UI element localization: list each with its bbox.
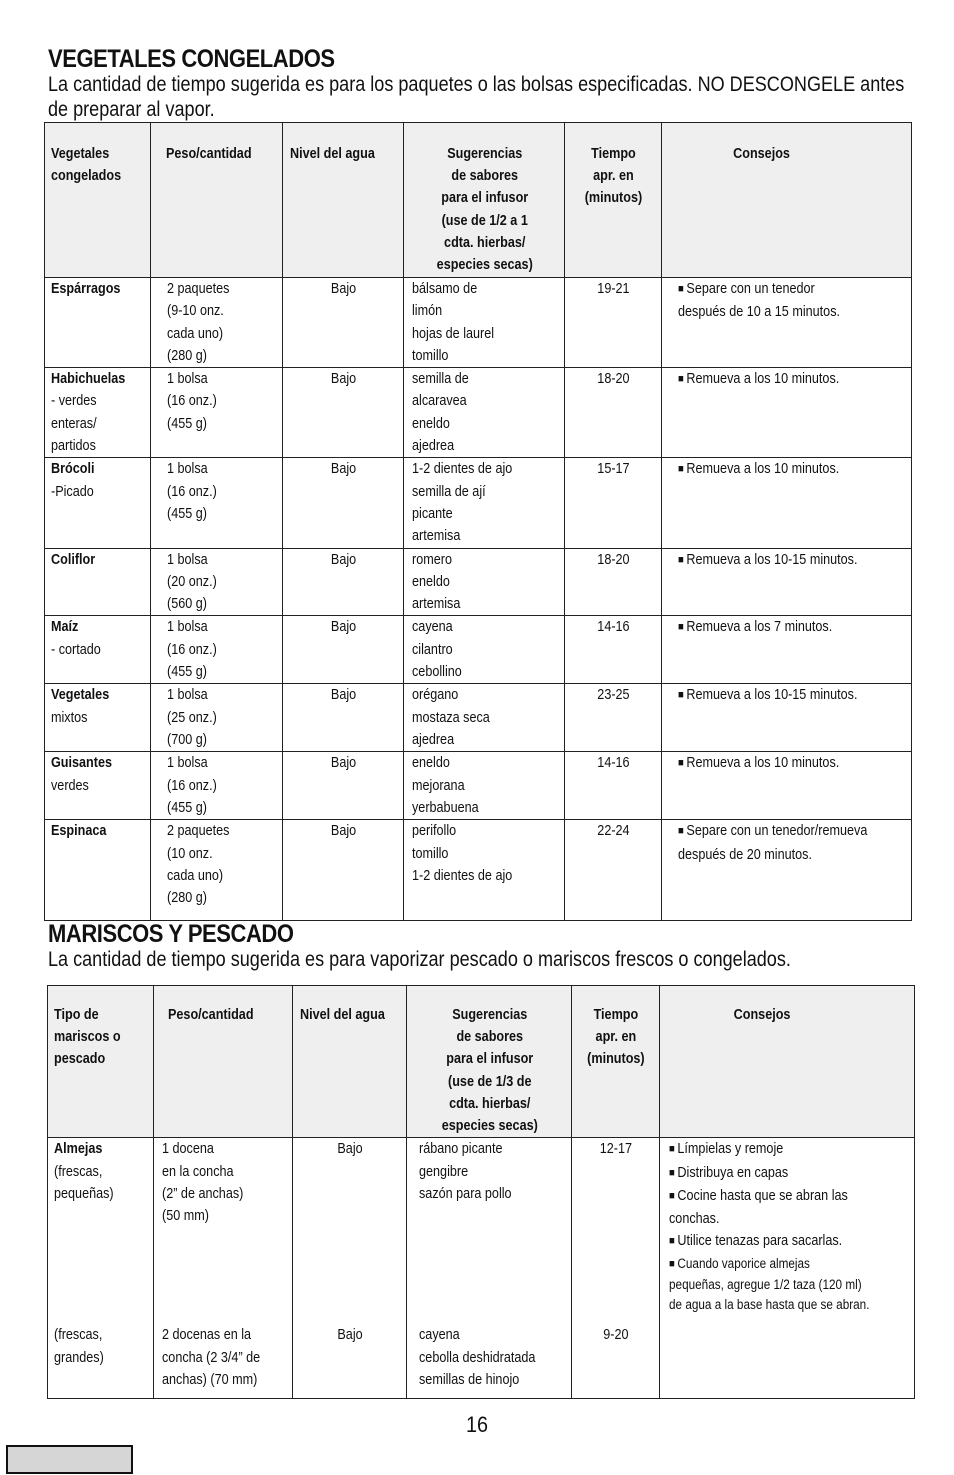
fish-header-flavors: Sugerencias de sabores para el infusor (use de 1/3 de cdta. hierbas/ especies secas) xyxy=(441,1007,538,1135)
table-row xyxy=(45,820,912,921)
fish-title: MARISCOS Y PESCADO xyxy=(48,920,294,948)
water-level-cell: Bajo xyxy=(330,619,357,636)
veg-section-header xyxy=(48,46,954,122)
tip-item: ■ Cocine hasta que se abran las conchas. xyxy=(669,1185,915,1231)
tip-small-clams: ■ Cuando vaporice almejas pequeñas, agregue 1/2 taza (120 ml) de agua a la base hasta que se abran. xyxy=(669,1254,915,1315)
weight-cell: 1 bolsa (25 onz.) (700 g) xyxy=(167,687,217,749)
veg-header-water: Nivel del agua xyxy=(290,146,375,162)
veg-title: VEGETALES CONGELADOS xyxy=(48,45,335,73)
time-cell: 14-16 xyxy=(597,619,630,636)
flavors-cell: romero eneldo artemisa xyxy=(412,551,461,613)
veg-header-time: Tiempo apr. en (minutos) xyxy=(584,146,643,207)
water-level-cell: Bajo xyxy=(330,371,357,388)
fish-header-tips: Consejos xyxy=(733,1007,791,1023)
tips-list xyxy=(669,1138,914,1253)
water-level-cell: Bajo xyxy=(330,281,357,297)
tip-item: ■ Remueva a los 10-15 minutos. xyxy=(678,684,912,707)
vegetable-name: Vegetales xyxy=(51,687,110,704)
vegetable-name: Brócoli xyxy=(51,461,95,478)
tips-list xyxy=(678,820,911,843)
table-row xyxy=(48,1138,915,1399)
vegetable-subtype: mixtos xyxy=(51,709,88,726)
tip-item: ■ Utilice tenazas para sacarlas. xyxy=(669,1230,915,1253)
vegetable-subtype: -Picado xyxy=(51,483,94,500)
veg-header-flavors: Sugerencias de sabores para el infusor (use de 1/2 a 1 cdta. hierbas/ especies secas) xyxy=(436,146,533,274)
vegetable-name: Coliflor xyxy=(51,551,96,568)
veg-header-tips: Consejos xyxy=(733,146,790,162)
time-cell: 19-21 xyxy=(597,281,630,297)
flavors-cell: cayena cilantro cebollino xyxy=(412,619,462,681)
water-level-cell-large: Bajo xyxy=(337,1327,363,1344)
weight-cell: 1 bolsa (16 onz.) (455 g) xyxy=(167,461,217,522)
fish-table xyxy=(47,985,915,1399)
table-row xyxy=(45,752,912,820)
table-row xyxy=(45,368,912,458)
table-row xyxy=(45,278,912,368)
page-number: 16 xyxy=(465,1412,489,1437)
weight-cell: 1 bolsa (16 onz.) (455 g) xyxy=(167,371,217,432)
tips-list xyxy=(678,752,911,775)
water-level-cell: Bajo xyxy=(330,551,357,568)
time-cell: 12-17 xyxy=(599,1141,633,1158)
time-cell: 14-16 xyxy=(597,755,630,772)
vegetable-name: Espinaca xyxy=(51,823,107,840)
fish-header-row xyxy=(48,986,915,1138)
veg-header-vegetable: Vegetales congelados xyxy=(51,146,122,185)
seafood-subtype-large: (frescas, grandes) xyxy=(54,1327,104,1366)
tip-item: ■ Separe con un tenedor/remueva xyxy=(678,820,912,843)
flavors-cell: bálsamo de limón hojas de laurel tomillo xyxy=(412,281,495,364)
water-level-cell: Bajo xyxy=(330,755,357,772)
veg-subtitle: La cantidad de tiempo sugerida es para los paquetes o las bolsas especificadas. NO DESCONGELE antes de preparar al vapor. xyxy=(48,73,905,121)
flavors-cell-large: cayena cebolla deshidratada semillas de hinojo xyxy=(419,1327,536,1388)
tip-item: ■ Distribuya en capas xyxy=(669,1162,915,1185)
weight-cell: 1 bolsa (16 onz.) (455 g) xyxy=(167,619,217,681)
table-row xyxy=(45,684,912,752)
vegetable-subtype: - verdes enteras/ partidos xyxy=(51,393,97,455)
time-cell: 22-24 xyxy=(597,823,630,840)
tip-continuation: después de 20 minutos. xyxy=(678,846,812,863)
tips-list xyxy=(678,278,911,301)
vegetable-subtype: verdes xyxy=(51,777,89,794)
fish-section-header xyxy=(48,921,954,972)
seafood-subtype: (frescas, pequeñas) xyxy=(54,1163,114,1202)
time-cell: 18-20 xyxy=(597,551,630,568)
water-level-cell: Bajo xyxy=(330,823,357,840)
veg-header-weight: Peso/cantidad xyxy=(166,146,252,162)
tip-item: ■ Remueva a los 10-15 minutos. xyxy=(678,549,912,572)
tips-list xyxy=(678,458,911,481)
weight-cell: 1 bolsa (16 onz.) (455 g) xyxy=(167,755,217,816)
water-level-cell: Bajo xyxy=(330,461,357,478)
vegetable-name: Espárragos xyxy=(51,281,121,297)
tip-item: ■ Remueva a los 10 minutos. xyxy=(678,458,912,481)
tip-continuation: después de 10 a 15 minutos. xyxy=(678,304,841,321)
tips-list xyxy=(678,549,911,572)
flavors-cell: 1-2 dientes de ajo semilla de ají picante artemisa xyxy=(412,461,513,545)
veg-header-row xyxy=(45,123,912,278)
time-cell-large: 9-20 xyxy=(603,1327,629,1344)
flavors-cell: rábano picante gengibre sazón para pollo xyxy=(419,1141,512,1202)
weight-cell: 2 paquetes (9-10 onz. cada uno) (280 g) xyxy=(167,281,230,364)
fish-header-time: Tiempo apr. en (minutos) xyxy=(587,1007,645,1068)
table-row xyxy=(45,616,912,684)
flavors-cell: orégano mostaza seca ajedrea xyxy=(412,687,490,749)
fish-header-water: Nivel del agua xyxy=(300,1007,385,1023)
veg-table xyxy=(44,122,912,921)
table-row xyxy=(45,548,912,616)
tip-item: ■ Límpielas y remoje xyxy=(669,1138,915,1161)
tips-list xyxy=(678,368,911,391)
tip-item: ■ Remueva a los 7 minutos. xyxy=(678,616,912,639)
flavors-cell: eneldo mejorana yerbabuena xyxy=(412,755,479,816)
water-level-cell: Bajo xyxy=(337,1141,363,1158)
tip-item: ■ Remueva a los 10 minutos. xyxy=(678,752,912,775)
time-cell: 23-25 xyxy=(597,687,630,704)
vegetable-subtype: - cortado xyxy=(51,641,101,658)
weight-cell: 1 docena en la concha (2” de anchas) (50 mm) xyxy=(162,1141,244,1225)
table-row xyxy=(45,458,912,548)
time-cell: 15-17 xyxy=(597,461,630,478)
vegetable-name: Maíz xyxy=(51,619,79,636)
weight-cell-large: 2 docenas en la concha (2 3/4” de anchas) (70 mm) xyxy=(162,1327,261,1388)
seafood-name: Almejas xyxy=(54,1141,103,1158)
weight-cell: 1 bolsa (20 onz.) (560 g) xyxy=(167,551,217,613)
flavors-cell: perifollo tomillo 1-2 dientes de ajo xyxy=(412,823,513,884)
weight-cell: 2 paquetes (10 onz. cada uno) (280 g) xyxy=(167,823,230,907)
flavors-cell: semilla de alcaravea eneldo ajedrea xyxy=(412,371,469,455)
fish-header-weight: Peso/cantidad xyxy=(168,1007,254,1023)
time-cell: 18-20 xyxy=(597,371,630,388)
tips-list xyxy=(678,616,911,639)
vegetable-name: Guisantes xyxy=(51,755,112,772)
fish-header-type: Tipo de mariscos o pescado xyxy=(54,1007,121,1068)
fish-subtitle: La cantidad de tiempo sugerida es para vaporizar pescado o mariscos frescos o congelados. xyxy=(48,948,791,971)
vegetable-name: Habichuelas xyxy=(51,371,126,388)
tip-item: ■ Separe con un tenedor xyxy=(678,278,912,301)
tips-list xyxy=(678,684,911,707)
footer-gray-box xyxy=(6,1445,133,1474)
water-level-cell: Bajo xyxy=(330,687,357,704)
tip-item: ■ Remueva a los 10 minutos. xyxy=(678,368,912,391)
